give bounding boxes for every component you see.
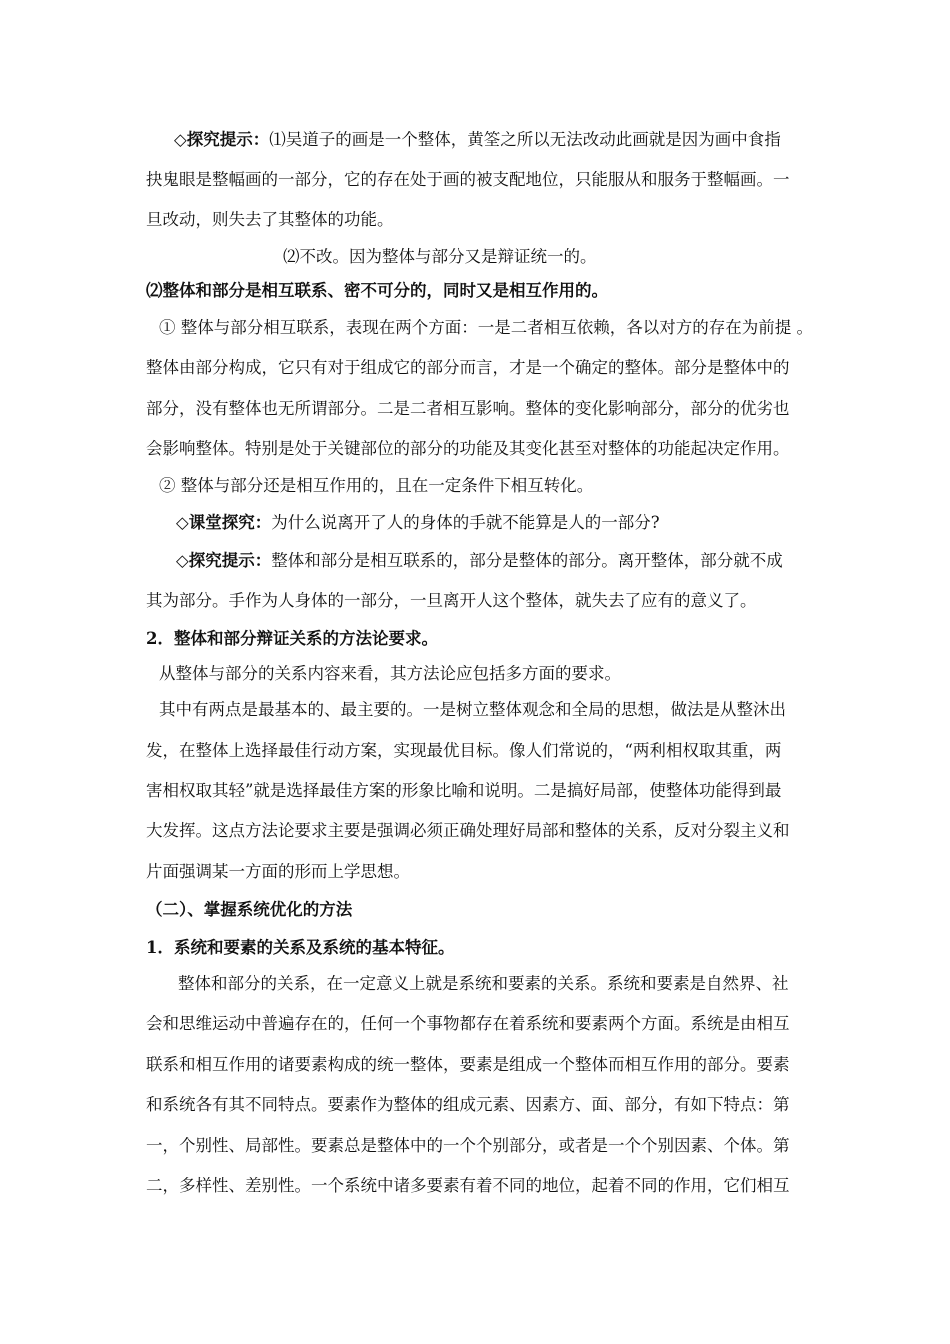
paragraph-line: 会影响整体。特别是处于关键部位的部分的功能及其变化甚至对整体的功能起决定作用。: [146, 439, 790, 458]
paragraph-line: 抉鬼眼是整幅画的一部分，它的存在处于画的被支配地位，只能服从和服务于整幅画。一: [146, 170, 790, 189]
paragraph-line: 联系和相互作用的诸要素构成的统一整体，要素是组成一个整体而相互作用的部分。要素: [146, 1055, 790, 1074]
paragraph-line: ① 整体与部分相互联系，表现在两个方面：一是二者相互依赖，各以对方的存在为前提 。: [159, 318, 813, 337]
paragraph-line: 害相权取其轻”就是选择最佳方案的形象比喻和说明。二是搞好局部，使整体功能得到最: [146, 781, 782, 800]
paragraph-line: 部分，没有整体也无所谓部分。二是二者相互影响。整体的变化影响部分，部分的优劣也: [146, 399, 790, 418]
paragraph-line: 整体由部分构成，它只有对于组成它的部分而言，才是一个确定的整体。部分是整体中的: [146, 358, 790, 377]
section-heading: （二）、掌握系统优化的方法: [146, 900, 353, 919]
paragraph-line: 二，多样性、差别性。一个系统中诸多要素有着不同的地位，起着不同的作用，它们相互: [146, 1176, 790, 1195]
paragraph-line: 会和思维运动中普遍存在的，任何一个事物都存在着系统和要素两个方面。系统是由相互: [146, 1014, 790, 1033]
paragraph-line: 片面强调某一方面的形而上学思想。: [146, 862, 410, 881]
paragraph-line: 其中有两点是最基本的、最主要的。一是树立整体观念和全局的思想，做法是从整沐出: [159, 700, 786, 719]
section-heading: ⑵整体和部分是相互联系、密不可分的，同时又是相互作用的。: [146, 281, 608, 300]
paragraph-line: 整体和部分的关系，在一定意义上就是系统和要素的关系。系统和要素是自然界、社: [178, 974, 789, 993]
paragraph-line: 其为部分。手作为人身体的一部分，一旦离开人这个整体，就失去了应有的意义了。: [146, 591, 757, 610]
paragraph-line: 和系统各有其不同特点。要素作为整体的组成元素、因素方、面、部分，有如下特点：第: [146, 1095, 790, 1114]
paragraph-line: ◇探究提示：⑴吴道子的画是一个整体，黄筌之所以无法改动此画就是因为画中食指: [174, 130, 781, 149]
paragraph-line: ⑵不改。因为整体与部分又是辩证统一的。: [283, 247, 597, 266]
paragraph-line: 一，个别性、局部性。要素总是整体中的一个个别部分，或者是一个个别因素、个体。第: [146, 1136, 790, 1155]
paragraph-line: ② 整体与部分还是相互作用的，且在一定条件下相互转化。: [159, 476, 594, 495]
paragraph-line: 旦改动，则失去了其整体的功能。: [146, 210, 394, 229]
paragraph-line: 发，在整体上选择最佳行动方案，实现最优目标。像人们常说的，“两利相权取其重，两: [146, 741, 782, 760]
paragraph-line: ◇探究提示：整体和部分是相互联系的，部分是整体的部分。离开整体，部分就不成: [176, 551, 783, 570]
paragraph-line: ◇课堂探究：为什么说离开了人的身体的手就不能算是人的一部分?: [176, 513, 660, 532]
section-heading: 2．整体和部分辩证关系的方法论要求。: [146, 629, 438, 648]
section-heading: 1．系统和要素的关系及系统的基本特征。: [146, 938, 455, 957]
paragraph-line: 从整体与部分的关系内容来看，其方法论应包括多方面的要求。: [159, 664, 621, 683]
paragraph-line: 大发挥。这点方法论要求主要是强调必须正确处理好局部和整体的关系，反对分裂主义和: [146, 821, 790, 840]
